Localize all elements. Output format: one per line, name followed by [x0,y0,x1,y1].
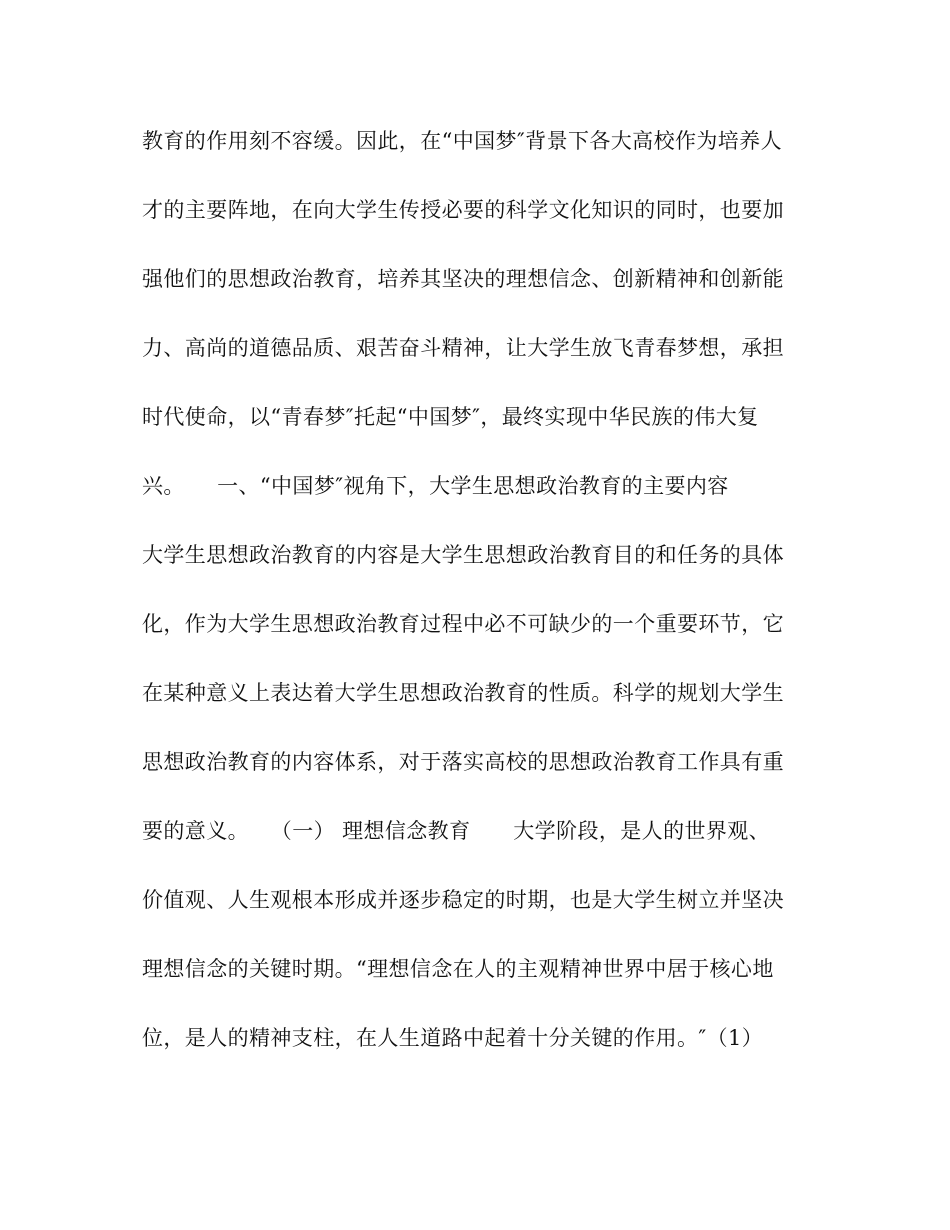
text-line: 时代使命，以“青春梦″托起“中国梦″，最终实现中华民族的伟大复 [142,405,759,429]
text-line: 理想信念的关键时期。“理想信念在人的主观精神世界中居于核心地 [142,957,774,981]
text-line: 化，作为大学生思想政治教育过程中必不可缺少的一个重要环节，它 [142,612,784,636]
text-line: 要的意义。 （一） 理想信念教育 大学阶段，是人的世界观、 [142,819,771,843]
text-line: 力、高尚的道德品质、艰苦奋斗精神，让大学生放飞青春梦想，承担 [142,336,784,360]
text-line: 在某种意义上表达着大学生思想政治教育的性质。科学的规划大学生 [142,681,784,705]
body-text [142,118,812,1084]
text-line: 才的主要阵地，在向大学生传授必要的科学文化知识的同时，也要加 [142,198,784,222]
text-line: 强他们的思想政治教育，培养其坚决的理想信念、创新精神和创新能 [142,267,784,291]
text-line: 兴。 一、“中国梦″视角下，大学生思想政治教育的主要内容 [142,474,729,498]
text-line: 价值观、人生观根本形成并逐步稳定的时期，也是大学生树立并坚决 [142,888,784,912]
text-line: 位，是人的精神支柱，在人生道路中起着十分关键的作用。″（1） [142,1026,764,1050]
text-line: 大学生思想政治教育的内容是大学生思想政治教育目的和任务的具体 [142,543,784,567]
text-line: 思想政治教育的内容体系，对于落实高校的思想政治教育工作具有重 [142,750,784,774]
text-line: 教育的作用刻不容缓。因此，在“中国梦″背景下各大高校作为培养人 [142,129,782,153]
